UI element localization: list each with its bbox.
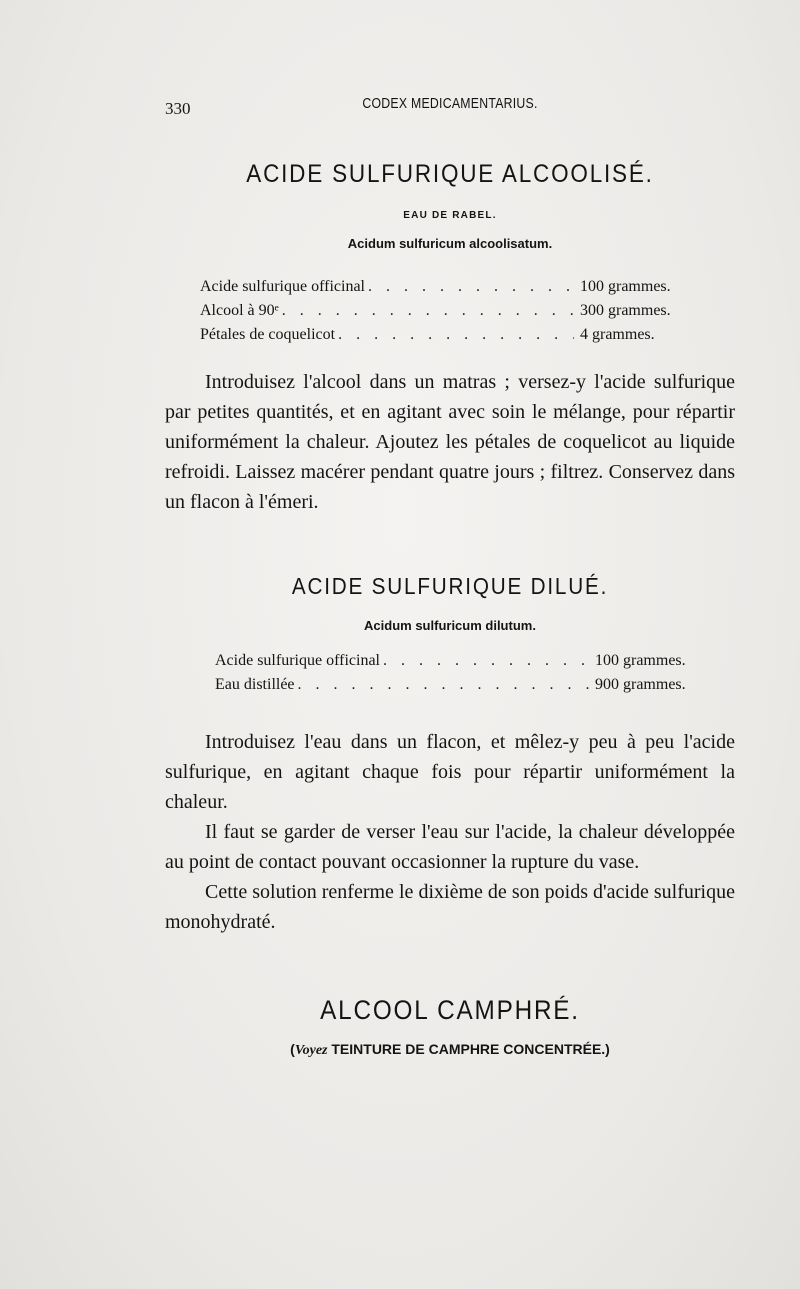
ingredient-quantity: 300 grammes. bbox=[580, 302, 671, 319]
xref-open: ( bbox=[290, 1041, 295, 1057]
running-title: CODEX MEDICAMENTARIUS. bbox=[362, 95, 538, 112]
paragraph: Il faut se garder de verser l'eau sur l'acide, la chaleur développée au point de contact pouvant occasionner la rupture du vase. bbox=[165, 821, 735, 873]
ingredient-row bbox=[215, 652, 715, 676]
ingredient-name: Pétales de coquelicot bbox=[200, 326, 336, 343]
ingredient-quantity: 4 grammes. bbox=[580, 326, 655, 343]
paragraph: Cette solution renferme le dixième de son poids d'acide sulfurique monohydraté. bbox=[165, 881, 735, 933]
dot-leader bbox=[279, 302, 574, 320]
cross-reference bbox=[165, 1041, 735, 1059]
ingredient-list bbox=[200, 278, 700, 350]
ingredient-row bbox=[200, 278, 700, 302]
section-title-acide-sulfurique-alcoolise: ACIDE SULFURIQUE ALCOOLISÉ. bbox=[246, 160, 654, 188]
latin-name: Acidum sulfuricum dilutum. bbox=[364, 618, 536, 633]
dot-leader bbox=[380, 652, 589, 670]
ingredient-name: Eau distillée bbox=[215, 676, 295, 693]
page-number: 330 bbox=[165, 99, 191, 118]
section-title-alcool-camphre: ALCOOL CAMPHRÉ. bbox=[320, 995, 580, 1025]
ingredient-list bbox=[215, 652, 715, 700]
dot-leader bbox=[335, 326, 574, 344]
dot-leader bbox=[365, 278, 574, 296]
xref-target: TEINTURE DE CAMPHRE CONCENTRÉE.) bbox=[327, 1041, 610, 1057]
latin-name: Acidum sulfuricum alcoolisatum. bbox=[347, 236, 553, 251]
paragraph: Introduisez l'alcool dans un matras ; versez-y l'acide sulfurique par petites quantités, et en agitant avec soin le mélange, pour répartir uniformément la chaleur. Ajoutez les pétales de coquelicot au liquide refroidi. Laissez macérer pendant quatre jours ; filtrez. Conservez dans un flacon à l'émeri. bbox=[165, 371, 735, 513]
ingredient-quantity: 100 grammes. bbox=[580, 278, 671, 295]
ingredient-quantity: 100 grammes. bbox=[595, 652, 686, 669]
ingredient-name: Acide sulfurique officinal bbox=[200, 278, 365, 295]
paragraph: Introduisez l'eau dans un flacon, et mêlez-y peu à peu l'acide sulfurique, en agitant chaque fois pour répartir uniformément la chaleur. bbox=[165, 731, 735, 813]
ingredient-row bbox=[215, 676, 715, 700]
ingredient-row bbox=[200, 326, 700, 350]
instructions-text bbox=[165, 367, 735, 517]
ingredient-name: Alcool à 90ᵉ bbox=[200, 302, 279, 319]
dot-leader bbox=[295, 676, 589, 694]
running-head bbox=[165, 95, 735, 119]
ingredient-name: Acide sulfurique officinal bbox=[215, 652, 380, 669]
xref-voyez: Voyez bbox=[294, 1043, 328, 1058]
section-title-acide-sulfurique-dilue: ACIDE SULFURIQUE DILUÉ. bbox=[291, 573, 609, 599]
ingredient-quantity: 900 grammes. bbox=[595, 676, 686, 693]
section-subtitle: EAU DE RABEL. bbox=[403, 210, 497, 221]
ingredient-row bbox=[200, 302, 700, 326]
instructions-text bbox=[165, 727, 735, 937]
